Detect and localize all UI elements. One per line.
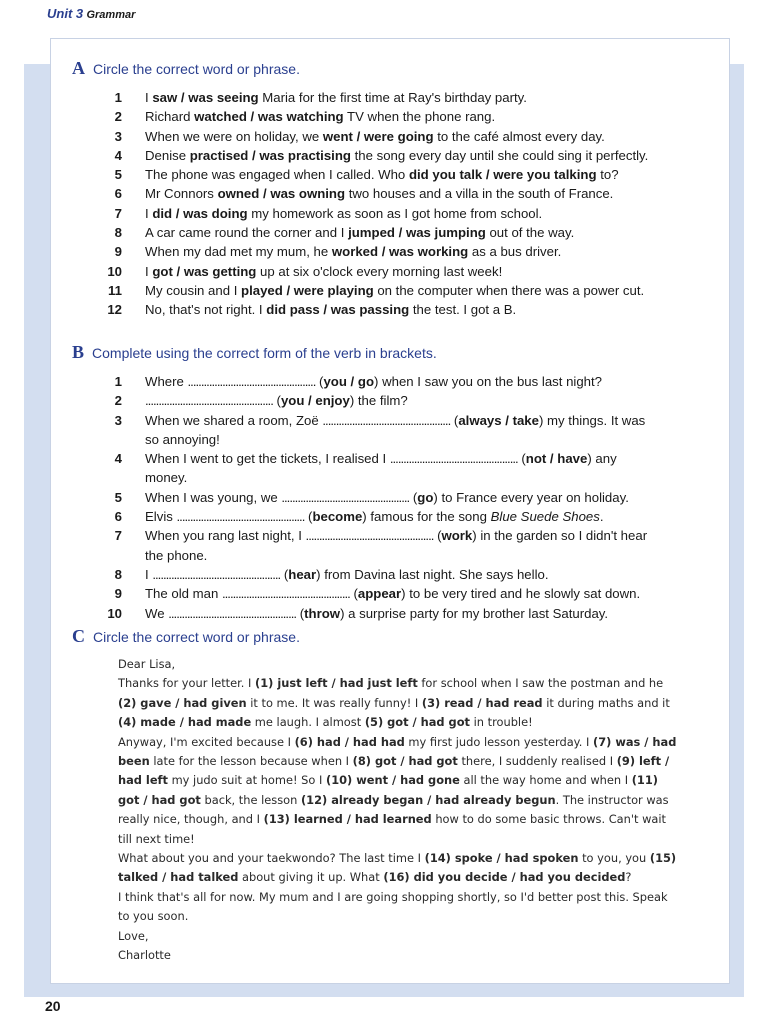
item-sentence bbox=[145, 281, 682, 300]
section-instruction: Circle the correct word or phrase. bbox=[93, 61, 300, 77]
exercise-item bbox=[82, 391, 657, 410]
answer-options: (15) talked / had talked bbox=[118, 851, 677, 885]
sentence-text: out of the way. bbox=[485, 225, 575, 241]
exercise-item bbox=[82, 88, 682, 107]
answer-options: (16) did you decide / had you decided bbox=[383, 870, 626, 885]
answer-options: (11) got / had got bbox=[118, 773, 658, 807]
sentence-text: in the garden so I didn't hear the phone. bbox=[145, 528, 648, 563]
sentence-text: I bbox=[145, 90, 153, 105]
sentence-text: to France every year on holiday. bbox=[437, 489, 629, 505]
letter-body bbox=[118, 655, 678, 966]
answer-blank: ................................................ bbox=[187, 374, 316, 389]
section-b-title bbox=[72, 342, 437, 363]
answer-options: went / were going bbox=[322, 128, 434, 144]
item-sentence bbox=[145, 165, 682, 184]
item-sentence: The old man ................................................ (appear) to be very tired and he slowly sat down. bbox=[145, 586, 641, 602]
sentence-text: The old man bbox=[145, 586, 222, 602]
item-sentence bbox=[145, 88, 682, 107]
sentence-text: When I went to get the tickets, I realised I bbox=[145, 451, 390, 467]
answer-options: (1) just left / had just left bbox=[255, 676, 418, 691]
answer-blank: ................................................ bbox=[322, 412, 451, 428]
item-number: 5 bbox=[114, 167, 122, 183]
item-number: 8 bbox=[114, 566, 122, 582]
answer-options: (3) read / had read bbox=[421, 695, 543, 710]
answer-options: saw / was seeing bbox=[152, 90, 259, 105]
sentence-text: . bbox=[599, 509, 604, 525]
sentence-text: Elvis bbox=[145, 509, 177, 525]
item-number: 7 bbox=[114, 528, 122, 544]
sentence-text: When we shared a room, Zoë bbox=[145, 412, 323, 428]
letter-text-segment: Thanks for your letter. I bbox=[118, 676, 256, 691]
exercise-item bbox=[82, 107, 682, 126]
sentence-text: Richard bbox=[145, 109, 195, 125]
answer-options: did pass / was passing bbox=[266, 302, 410, 318]
letter-text-segment: my first judo lesson yesterday. I bbox=[404, 734, 594, 749]
exercise-item bbox=[82, 204, 682, 223]
answer-options: (7) was / had been bbox=[118, 734, 677, 769]
exercise-item bbox=[82, 372, 657, 391]
sentence-text: When I was young, we bbox=[145, 489, 282, 505]
sentence-text: When my dad met my mum, he bbox=[145, 244, 332, 260]
item-number: 1 bbox=[114, 90, 122, 105]
exercise-item bbox=[82, 507, 657, 526]
answer-options: played / were playing bbox=[241, 282, 374, 298]
sentence-text: My cousin and I bbox=[145, 282, 242, 298]
item-sentence: ................................................ (you / enjoy) the film? bbox=[145, 393, 408, 409]
answer-options: (9) left / had left bbox=[118, 754, 670, 788]
topic-label: Grammar bbox=[86, 9, 136, 21]
sentence-text: The phone was engaged when I called. Who bbox=[145, 167, 409, 183]
answer-options: (2) gave / had given bbox=[118, 695, 247, 710]
sentence-text: a surprise party for my brother last Saturday. bbox=[344, 605, 609, 621]
letter-text-segment: to you, you bbox=[578, 851, 650, 866]
answer-blank: ................................................ bbox=[305, 528, 434, 544]
item-number: 5 bbox=[114, 489, 122, 505]
exercise-item bbox=[82, 223, 682, 242]
answer-blank: ................................................ bbox=[389, 451, 518, 467]
letter-text-segment: it during maths and it bbox=[542, 695, 670, 710]
letter-text-segment: it to me. It was really funny! I bbox=[246, 695, 422, 710]
page-number: 20 bbox=[45, 998, 61, 1014]
sentence-text: my things. It was so annoying! bbox=[145, 412, 646, 447]
sentence-text: When we were on holiday, we bbox=[145, 128, 323, 144]
item-sentence bbox=[145, 107, 682, 126]
sentence-text: two houses and a villa in the south of France. bbox=[345, 186, 614, 202]
item-sentence: When I was young, we ................................................ (go) to France every year on holiday. bbox=[145, 489, 629, 505]
letter-text-segment: how to do some basic throws. Can't wait till next time! bbox=[118, 812, 667, 846]
letter-paragraph: I think that's all for now. My mum and I are going shopping shortly, so I'd better post this. Speak to you soon. bbox=[118, 889, 668, 924]
verb-prompt: throw bbox=[304, 605, 341, 621]
exercise-item bbox=[82, 184, 682, 203]
letter-text-segment: . The instructor was really nice, though, and I bbox=[118, 792, 669, 827]
letter-text-segment: my judo suit at home! So I bbox=[167, 773, 326, 788]
item-number: 11 bbox=[108, 282, 122, 298]
letter-text-segment: back, the lesson bbox=[200, 792, 301, 807]
section-instruction: Circle the correct word or phrase. bbox=[93, 629, 300, 645]
section-instruction: Complete using the correct form of the verb in brackets. bbox=[92, 345, 437, 361]
answer-options: did / was doing bbox=[152, 205, 248, 221]
answer-options: owned / was owning bbox=[217, 186, 346, 202]
item-sentence: When we shared a room, Zoë ................................................ (always / take) my things. It was so annoying! bbox=[145, 412, 646, 447]
exercise-item bbox=[82, 127, 682, 146]
item-sentence bbox=[145, 262, 682, 281]
letter-text-segment: What about you and your taekwondo? The last time I bbox=[118, 851, 425, 866]
answer-options: watched / was watching bbox=[194, 109, 344, 125]
sentence-text: We bbox=[145, 605, 169, 621]
item-number: 4 bbox=[114, 147, 122, 163]
item-sentence: Where ................................................ (you / go) when I saw you on the bus last night? bbox=[145, 374, 603, 389]
letter-text-segment: Anyway, I'm excited because I bbox=[118, 734, 295, 749]
verb-prompt: work bbox=[441, 528, 473, 544]
sentence-text: Denise bbox=[145, 147, 190, 163]
answer-blank: ................................................ bbox=[176, 509, 305, 525]
letter-paragraph bbox=[118, 733, 678, 849]
item-number: 7 bbox=[114, 205, 122, 221]
exercise-item bbox=[82, 488, 657, 507]
verb-prompt: appear bbox=[357, 586, 402, 602]
item-sentence: We ................................................ (throw) a surprise party for my brother last Saturday. bbox=[145, 605, 609, 621]
answer-options: (8) got / had got bbox=[352, 754, 458, 769]
exercise-item bbox=[82, 281, 682, 300]
section-a-list bbox=[82, 88, 682, 320]
answer-blank: ................................................ bbox=[152, 566, 281, 582]
sentence-text: up at six o'clock every morning last week! bbox=[256, 263, 503, 279]
verb-prompt: not / have bbox=[525, 451, 588, 467]
sentence-text: when I saw you on the bus last night? bbox=[378, 374, 603, 389]
answer-blank: ................................................ bbox=[221, 586, 350, 602]
section-letter: C bbox=[72, 626, 85, 646]
item-number: 9 bbox=[114, 244, 122, 260]
letter-paragraph bbox=[118, 674, 678, 732]
letter-text-segment: ? bbox=[625, 870, 632, 885]
answer-options: (12) already began / had already begun bbox=[300, 792, 556, 807]
letter-text-segment: about giving it up. What bbox=[238, 870, 384, 885]
exercise-item bbox=[82, 165, 682, 184]
sentence-text: When you rang last night, I bbox=[145, 528, 306, 544]
answer-blank: ................................................ bbox=[168, 605, 297, 621]
sentence-text: I bbox=[145, 263, 153, 279]
sentence-text: I bbox=[145, 205, 153, 221]
item-number: 12 bbox=[107, 302, 122, 318]
letter-closing: Love, bbox=[118, 928, 149, 943]
sentence-text: A car came round the corner and I bbox=[145, 225, 349, 241]
item-sentence: Elvis ................................................ (become) famous for the song Blue Suede Shoes. bbox=[145, 509, 604, 525]
verb-prompt: always / take bbox=[458, 412, 539, 428]
exercise-item bbox=[82, 300, 682, 319]
section-c-title bbox=[72, 626, 300, 647]
letter-greeting: Dear Lisa, bbox=[118, 657, 176, 671]
answer-options: (5) got / had got bbox=[364, 715, 470, 730]
item-sentence bbox=[145, 300, 682, 319]
answer-options: got / was getting bbox=[152, 263, 257, 279]
answer-options: (6) had / had had bbox=[294, 734, 405, 749]
answer-blank: ................................................ bbox=[145, 393, 273, 409]
item-sentence bbox=[145, 127, 682, 146]
letter-text-segment: for school when I saw the postman and he bbox=[417, 676, 664, 691]
item-sentence: When I went to get the tickets, I realised I ................................................ (not / have) any money. bbox=[145, 451, 617, 486]
answer-options: (13) learned / had learned bbox=[263, 812, 432, 827]
answer-options: (4) made / had made bbox=[118, 715, 252, 730]
section-b-list bbox=[82, 372, 657, 623]
sentence-text: from Davina last night. She says hello. bbox=[320, 566, 549, 582]
sentence-text: I bbox=[145, 566, 153, 582]
answer-options: (14) spoke / had spoken bbox=[424, 851, 579, 866]
item-number: 9 bbox=[114, 586, 122, 602]
sentence-text: to? bbox=[596, 167, 619, 183]
item-number: 6 bbox=[114, 186, 122, 202]
answer-options: practised / was practising bbox=[189, 147, 351, 163]
answer-options: worked / was working bbox=[331, 244, 469, 260]
item-sentence: I ................................................ (hear) from Davina last night. She says hello. bbox=[145, 566, 549, 582]
exercise-item bbox=[82, 584, 657, 603]
letter-paragraph bbox=[118, 849, 678, 888]
item-number: 10 bbox=[107, 263, 122, 279]
sentence-text: Maria for the first time at Ray's birthday party. bbox=[258, 90, 527, 105]
sentence-text: No, that's not right. I bbox=[145, 302, 267, 318]
exercise-item bbox=[82, 604, 657, 623]
item-sentence bbox=[145, 242, 682, 261]
section-letter: B bbox=[72, 342, 85, 362]
sentence-text: the test. I got a B. bbox=[409, 302, 517, 318]
sentence-text: on the computer when there was a power cut. bbox=[373, 282, 645, 298]
item-number: 4 bbox=[114, 451, 122, 467]
verb-prompt: go bbox=[417, 489, 434, 505]
sentence-text: any money. bbox=[145, 451, 617, 486]
sentence-text: the film? bbox=[354, 393, 408, 409]
item-sentence bbox=[145, 223, 682, 242]
item-number: 2 bbox=[114, 109, 122, 125]
sentence-text: Where bbox=[145, 374, 188, 389]
sentence-text: TV when the phone rang. bbox=[343, 109, 496, 125]
verb-prompt: hear bbox=[288, 566, 317, 582]
answer-options: jumped / was jumping bbox=[348, 225, 486, 241]
exercise-item bbox=[82, 262, 682, 281]
exercise-item bbox=[82, 449, 657, 488]
item-number: 3 bbox=[114, 128, 122, 144]
letter-text-segment: there, I suddenly realised I bbox=[457, 754, 617, 769]
exercise-item bbox=[82, 411, 657, 450]
sentence-text: my homework as soon as I got home from school. bbox=[247, 205, 543, 221]
item-sentence bbox=[145, 204, 682, 223]
unit-label: Unit 3 bbox=[47, 6, 84, 21]
answer-options: (10) went / had gone bbox=[326, 773, 460, 788]
item-sentence bbox=[145, 184, 682, 203]
letter-text-segment: late for the lesson because when I bbox=[149, 754, 353, 769]
item-number: 2 bbox=[114, 393, 122, 409]
letter-signature: Charlotte bbox=[118, 948, 171, 963]
item-number: 6 bbox=[114, 509, 122, 525]
item-sentence bbox=[145, 146, 682, 165]
item-number: 8 bbox=[114, 225, 122, 241]
sentence-text: to the café almost every day. bbox=[433, 128, 605, 144]
verb-prompt: become bbox=[312, 509, 363, 525]
exercise-item bbox=[82, 565, 657, 584]
letter-text-segment: all the way home and when I bbox=[459, 773, 632, 788]
item-number: 1 bbox=[114, 374, 122, 389]
exercise-item bbox=[82, 526, 657, 565]
exercise-item bbox=[82, 146, 682, 165]
letter-text-segment: me laugh. I almost bbox=[251, 715, 365, 730]
letter-text-segment: in trouble! bbox=[469, 715, 533, 730]
item-number: 3 bbox=[114, 412, 122, 428]
section-letter: A bbox=[72, 58, 85, 78]
verb-prompt: you / go bbox=[323, 374, 375, 389]
page-header bbox=[47, 6, 135, 21]
answer-blank: ................................................ bbox=[281, 489, 410, 505]
sentence-text: to be very tired and he slowly sat down. bbox=[405, 586, 641, 602]
item-number: 10 bbox=[107, 605, 122, 621]
answer-options: did you talk / were you talking bbox=[408, 167, 597, 183]
sentence-text: famous for the song bbox=[366, 509, 491, 525]
sentence-text: the song every day until she could sing it perfectly. bbox=[350, 147, 649, 163]
section-a-title bbox=[72, 58, 300, 79]
song-title: Blue Suede Shoes bbox=[490, 509, 600, 525]
sentence-text: as a bus driver. bbox=[468, 244, 562, 260]
exercise-item bbox=[82, 242, 682, 261]
verb-prompt: you / enjoy bbox=[280, 393, 350, 409]
sentence-text: Mr Connors bbox=[145, 186, 218, 202]
item-sentence: When you rang last night, I ................................................ (work) in the garden so I didn't hear the phone. bbox=[145, 528, 648, 563]
